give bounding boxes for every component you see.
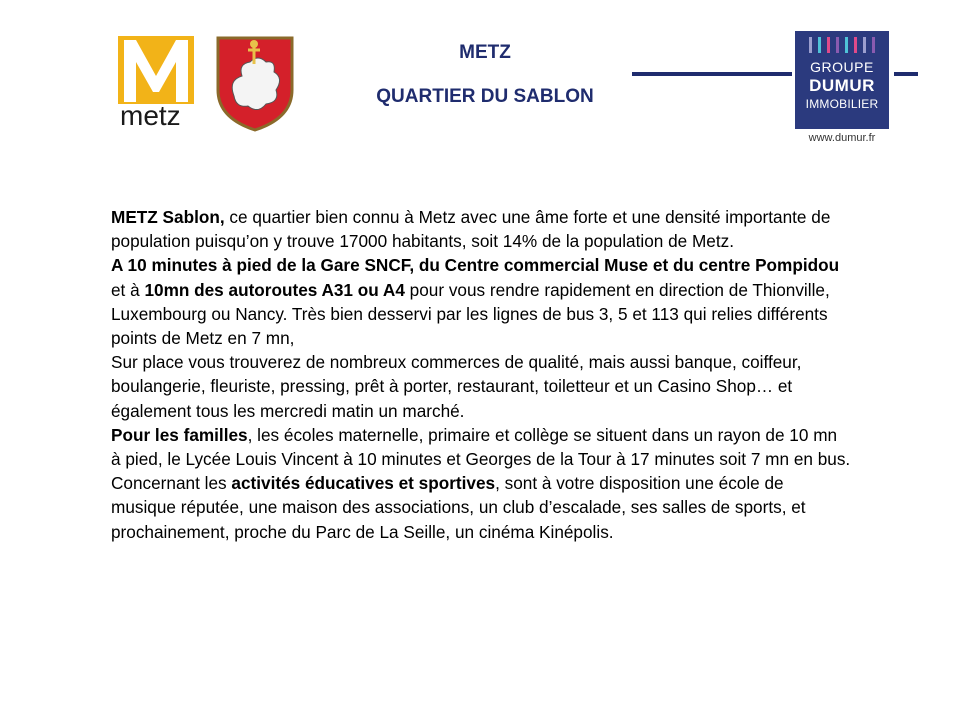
text: et à [111, 279, 145, 300]
metz-m-block [118, 36, 194, 104]
page-subtitle: QUARTIER DU SABLON [376, 86, 594, 107]
paragraph-families [111, 423, 851, 471]
text: Sur place vous trouverez de nombreux commerces de qualité, mais aussi banque, coiffeur, boulangerie, fleuriste, pressing, prêt à porter, restaurant, toiletteur et un Casino Shop… et également tous les mercredi matin un marché. [111, 352, 802, 421]
dumur-logo [795, 31, 889, 129]
header-rule-left [632, 72, 792, 76]
dumur-line2: DUMUR [809, 76, 875, 95]
dumur-line1: GROUPE [810, 59, 874, 75]
body-text [111, 205, 851, 544]
page-title: METZ [459, 42, 511, 63]
paragraph-activities [111, 471, 851, 544]
bold-text: 10mn des autoroutes A31 ou A4 [144, 279, 405, 300]
text: ce quartier bien connu à Metz avec une âme forte et une densité importante de population puisqu’on y trouve 17000 habitants, soit 14% de la population de Metz. [111, 207, 831, 252]
coat-of-arms-icon [214, 34, 296, 132]
metz-m-icon [118, 36, 194, 104]
metz-logo [118, 36, 194, 132]
bold-text: A 10 minutes à pied de la Gare SNCF, du Centre commercial Muse et du centre Pompidou [111, 255, 840, 276]
paragraph-intro [111, 205, 851, 253]
dumur-line3: IMMOBILIER [805, 97, 879, 111]
title-block [330, 40, 640, 110]
text: , les écoles maternelle, primaire et collège se situent dans un rayon de 10 mn à pied, le Lycée Louis Vincent à 10 minutes et Georges de la Tour à 17 minutes soit 7 mn en bus. [111, 424, 851, 470]
text: pour vous rendre rapidement en direction de Thionville, Luxembourg ou Nancy. Très bien desservi par les lignes de bus 3, 5 et 113 qui relies différents points de Metz en 7 mn, [111, 279, 830, 349]
metz-logo-word: metz [120, 100, 181, 131]
paragraph-shops [111, 350, 851, 423]
dumur-bars-icon [805, 37, 879, 53]
bold-text: Pour les familles [111, 424, 248, 445]
text: Concernant les [111, 473, 232, 494]
dumur-url: www.dumur.fr [808, 132, 876, 144]
text: , sont à votre disposition une école de musique réputée, une maison des associations, un club d’escalade, ses salles de sports, et prochainement, proche du Parc de La Seille, un cinéma Kinépolis. [111, 473, 806, 542]
paragraph-access [111, 253, 851, 350]
header-rule-right [894, 72, 918, 76]
bold-text: activités éducatives et sportives [231, 473, 496, 494]
bold-text: METZ Sablon, [111, 207, 225, 227]
